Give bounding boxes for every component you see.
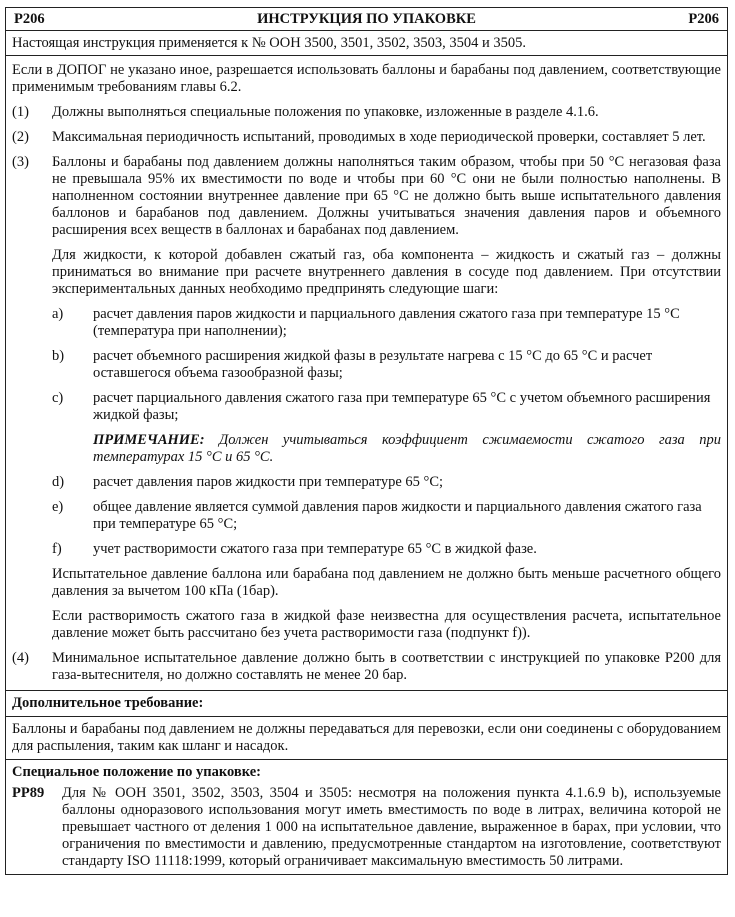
step-letter: d) bbox=[52, 474, 65, 490]
applicability-text: Настоящая инструкция применяется к № ООН 3500, 3501, 3502, 3503, 3504 и 3505. bbox=[12, 35, 526, 51]
step-c bbox=[52, 390, 721, 424]
step-b bbox=[52, 348, 721, 382]
step-letter: b) bbox=[52, 348, 65, 364]
step-letter: f) bbox=[52, 541, 62, 557]
applicability-row bbox=[6, 31, 728, 56]
additional-requirement-heading-row bbox=[6, 691, 728, 717]
note-text: Должен учитываться коэффициент сжимаемости сжатого газа при температурах 15 °C и 65 °C. bbox=[93, 432, 721, 465]
special-provision-row bbox=[6, 760, 728, 875]
special-provision-text: Для № ООН 3501, 3502, 3503, 3504 и 3505: несмотря на положения пункта 4.1.6.9 b), используемые баллоны одноразового использования могут иметь вместимость по воде в литрах, величина которой не превышает частного от деления 1 000 на испытательное давление, выраженное в барах, при условии, что ограничения по вместимости и давлению, предусмотренные стандартом на изготовление, соответствуют стандарту ISO 11118:1999, который ограничивает максимальную вместимость 50 литрами. bbox=[62, 785, 721, 869]
step-text: расчет парциального давления сжатого газа при температуре 65 °C с учетом объемного расширения жидкой фазы; bbox=[93, 390, 711, 423]
additional-requirement-heading: Дополнительное требование: bbox=[12, 695, 204, 711]
main-provisions-cell bbox=[6, 56, 728, 691]
step-letter: c) bbox=[52, 390, 64, 406]
provision-3-paragraph-2: Для жидкости, к которой добавлен сжатый газ, оба компонента – жидкость и сжатый газ – должны приниматься во внимание при расчете внутреннего давления в сосуде под давлением. При отсутствии экспериментальных данных необходимо предпринять следующие шаги: bbox=[52, 247, 721, 297]
step-letter: e) bbox=[52, 499, 64, 515]
step-text: расчет давления паров жидкости и парциального давления сжатого газа при температуре 15 °C (температура при наполнении); bbox=[93, 306, 680, 339]
title-bar bbox=[14, 8, 719, 30]
provision-number: (2) bbox=[12, 129, 29, 145]
provision-number: (4) bbox=[12, 650, 29, 666]
additional-requirement-text: Баллоны и барабаны под давлением не должны передаваться для перевозки, если они соединены с оборудованием для распыления, таким как шланг и насадок. bbox=[12, 721, 721, 754]
note bbox=[93, 432, 721, 466]
packing-instruction-table bbox=[5, 7, 728, 875]
special-provision-code: PP89 bbox=[12, 785, 45, 801]
title-row bbox=[6, 8, 728, 31]
special-provision-pp89 bbox=[12, 785, 721, 870]
step-f bbox=[52, 541, 721, 558]
provision-3 bbox=[12, 154, 721, 642]
instruction-code-left: P206 bbox=[14, 10, 45, 27]
special-provision-heading: Специальное положение по упаковке: bbox=[12, 764, 262, 780]
general-text: Если в ДОПОГ не указано иное, разрешается использовать баллоны и барабаны под давлением, соответствующие применимым требованиям главы 6.2. bbox=[12, 62, 721, 95]
step-d bbox=[52, 474, 721, 491]
instruction-title: ИНСТРУКЦИЯ ПО УПАКОВКЕ bbox=[257, 10, 476, 27]
provision-2 bbox=[12, 129, 721, 146]
additional-requirement-row bbox=[6, 717, 728, 760]
step-text: учет растворимости сжатого газа при температуре 65 °C в жидкой фазе. bbox=[93, 541, 537, 557]
note-label: ПРИМЕЧАНИЕ: bbox=[93, 432, 205, 448]
step-text: расчет объемного расширения жидкой фазы в результате нагрева с 15 °C до 65 °C и расчет оставшегося объема газообразной фазы; bbox=[93, 348, 653, 381]
provision-4 bbox=[12, 650, 721, 684]
provision-3-paragraph-4: Если растворимость сжатого газа в жидкой фазе неизвестна для осуществления расчета, испытательное давление может быть рассчитано без учета растворимости газа (подпункт f)). bbox=[52, 608, 721, 641]
step-text: общее давление является суммой давления паров жидкости и парциального давления сжатого газа при температуре 65 °C; bbox=[93, 499, 702, 532]
provision-text: Минимальное испытательное давление должно быть в соответствии с инструкцией по упаковке P200 для газа-вытеснителя, но должно составлять не менее 20 бар. bbox=[52, 650, 721, 683]
instruction-code-right: P206 bbox=[688, 10, 719, 27]
provision-number: (3) bbox=[12, 154, 29, 170]
provision-text: Должны выполняться специальные положения по упаковке, изложенные в разделе 4.1.6. bbox=[52, 104, 599, 120]
provision-1 bbox=[12, 104, 721, 121]
step-letter: a) bbox=[52, 306, 64, 322]
provision-text: Максимальная периодичность испытаний, проводимых в ходе периодической проверки, составляет 5 лет. bbox=[52, 129, 706, 145]
step-a bbox=[52, 306, 721, 340]
provision-3-paragraph-3: Испытательное давление баллона или барабана под давлением не должно быть меньше расчетного общего давления за вычетом 100 кПа (1бар). bbox=[52, 566, 721, 599]
step-e bbox=[52, 499, 721, 533]
step-text: расчет давления паров жидкости при температуре 65 °C; bbox=[93, 474, 444, 490]
document-page bbox=[5, 7, 728, 911]
provision-number: (1) bbox=[12, 104, 29, 120]
provision-3-paragraph-1: Баллоны и барабаны под давлением должны наполняться таким образом, чтобы при 50 °C негазовая фаза не превышала 95% их вместимости по воде и чтобы при 60 °C они не были полностью наполнены. В наполненном состоянии внутреннее давление при 65 °C не должно быть выше испытательного давления баллонов и барабанов под давлением. Должны учитываться значения давления паров и объемного расширения всех веществ в баллонах и барабанах под давлением. bbox=[52, 154, 721, 238]
